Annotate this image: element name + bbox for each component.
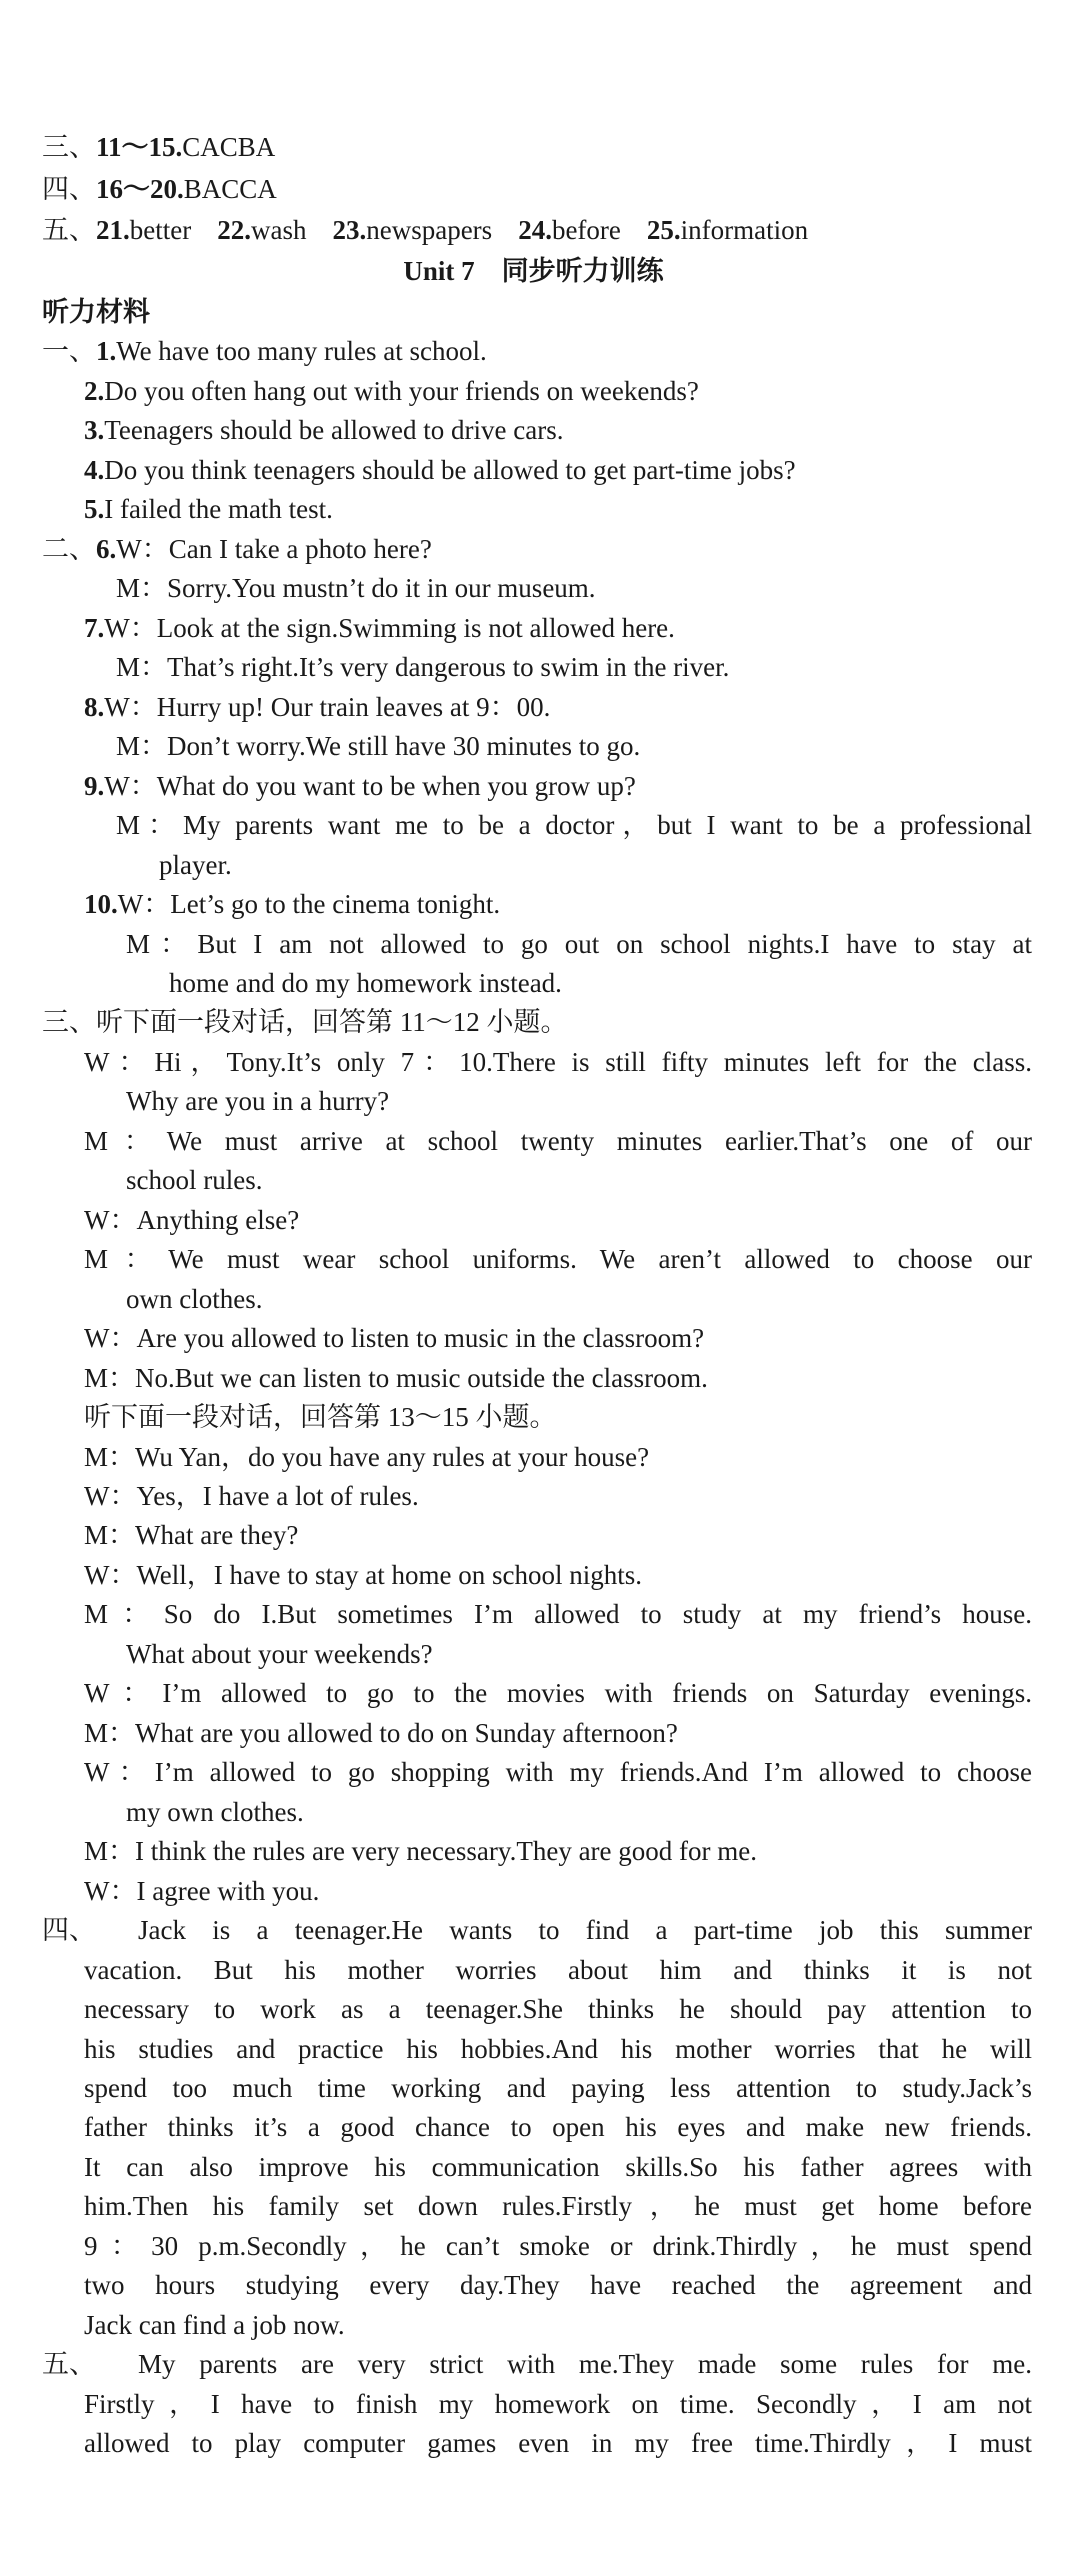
part2-dialog-6-w xyxy=(42,532,432,566)
item-number: 7. xyxy=(84,613,105,643)
dialog-line: W：I’m allowed to go to the movies with friends on Saturday evenings. xyxy=(84,1678,1032,1708)
item-number: 9. xyxy=(84,771,105,801)
answer-word: information xyxy=(680,215,809,245)
item-text: I failed the math test. xyxy=(104,494,333,524)
part1-item-2 xyxy=(84,374,699,408)
instruction-text: 听下面一段对话，回答第 11～12 小题。 xyxy=(96,1007,568,1037)
part2-dialog-10-m-line1: M：But I am not allowed to go out on school nights.I have to stay at xyxy=(126,929,1032,959)
dialog-line: M：What are you allowed to do on Sunday afternoon? xyxy=(84,1718,678,1748)
answer-line-5 xyxy=(42,213,808,247)
item-text: Do you think teenagers should be allowed to get part-time jobs? xyxy=(104,455,796,485)
dialog-line: Why are you in a hurry? xyxy=(126,1086,390,1116)
part1-item-3 xyxy=(84,413,563,447)
part3-intro-1 xyxy=(42,1005,568,1039)
unit-title: Unit 7 同步听力训练 xyxy=(403,256,664,286)
part2-dialog-10-w xyxy=(84,887,500,921)
dialog-line: W：Anything else? xyxy=(84,1205,300,1235)
paragraph-line: It can also improve his communication skills.So his father agrees with xyxy=(84,2152,1032,2182)
part2-dialog-6-m: M：Sorry.You mustn’t do it in our museum. xyxy=(116,573,596,603)
question-number: 23. xyxy=(332,215,367,245)
part2-dialog-9-m-line1: M：My parents want me to be a doctor，but I want to be a professional xyxy=(116,810,1032,840)
dialog-line: W：Are you allowed to listen to music in the classroom? xyxy=(84,1323,705,1353)
item-number: 1. xyxy=(96,336,117,366)
item-text: We have too many rules at school. xyxy=(116,336,487,366)
answer-word: wash xyxy=(250,215,307,245)
dialog-line: W：Well，I have to stay at home on school nights. xyxy=(84,1560,642,1590)
paragraph-line: Firstly，I have to finish my homework on time. Secondly，I am not xyxy=(84,2389,1032,2419)
item-number: 8. xyxy=(84,692,105,722)
paragraph-line: two hours studying every day.They have reached the agreement and xyxy=(84,2270,1032,2300)
material-heading: 听力材料 xyxy=(42,297,150,327)
part2-dialog-9-w xyxy=(84,769,636,803)
dialog-line: M：So do I.But sometimes I’m allowed to study at my friend’s house. xyxy=(84,1599,1032,1629)
dialog-line: W：Hi，Tony.It’s only 7：10.There is still fifty minutes left for the class. xyxy=(84,1047,1032,1077)
part2-dialog-7-m: M：That’s right.It’s very dangerous to swim in the river. xyxy=(116,652,730,682)
dialog-line: M：No.But we can listen to music outside the classroom. xyxy=(84,1363,708,1393)
item-text: W：Can I take a photo here? xyxy=(116,534,432,564)
part1-item-1 xyxy=(42,334,487,368)
answer-word: before xyxy=(551,215,621,245)
question-range: 16～20. xyxy=(96,174,184,204)
part2-dialog-9-m-line2: player. xyxy=(159,850,232,880)
dialog-line: W：I agree with you. xyxy=(84,1876,320,1906)
section-prefix: 三、 xyxy=(42,132,96,162)
answer-word: better xyxy=(129,215,192,245)
paragraph-line: Jack is a teenager.He wants to find a part-time job this summer xyxy=(138,1915,1032,1945)
answer-line-3 xyxy=(42,130,275,164)
paragraph-line: 9：30 p.m.Secondly，he can’t smoke or drink.Thirdly，he must spend xyxy=(84,2231,1032,2261)
paragraph-line: his studies and practice his hobbies.And his mother worries that he will xyxy=(84,2034,1032,2064)
answer-word: newspapers xyxy=(366,215,493,245)
part1-item-4 xyxy=(84,453,796,487)
question-number: 22. xyxy=(217,215,251,245)
dialog-line: W：I’m allowed to go shopping with my friends.And I’m allowed to choose xyxy=(84,1757,1032,1787)
section-prefix: 一、 xyxy=(42,336,96,366)
paragraph-line: allowed to play computer games even in my free time.Thirdly，I must xyxy=(84,2428,1032,2458)
part3-intro-2: 听下面一段对话，回答第 13～15 小题。 xyxy=(84,1402,557,1432)
part2-dialog-7-w xyxy=(84,611,675,645)
dialog-line: M：We must wear school uniforms. We aren’t allowed to choose our xyxy=(84,1244,1032,1274)
section-prefix: 二、 xyxy=(42,534,96,564)
answer-text: CACBA xyxy=(182,132,276,162)
item-number: 4. xyxy=(84,455,105,485)
dialog-line: own clothes. xyxy=(126,1284,263,1314)
question-number: 24. xyxy=(518,215,552,245)
item-number: 10. xyxy=(84,889,118,919)
dialog-line: M：We must arrive at school twenty minutes earlier.That’s one of our xyxy=(84,1126,1032,1156)
part5-prefix: 五、 xyxy=(42,2349,96,2379)
dialog-line: M：What are they? xyxy=(84,1520,299,1550)
question-number: 21. xyxy=(96,215,130,245)
dialog-line: W：Yes，I have a lot of rules. xyxy=(84,1481,419,1511)
question-number: 25. xyxy=(646,215,681,245)
dialog-line: M：Wu Yan，do you have any rules at your house? xyxy=(84,1442,650,1472)
part2-dialog-8-w xyxy=(84,690,550,724)
item-number: 5. xyxy=(84,494,105,524)
item-text: W：Look at the sign.Swimming is not allowed here. xyxy=(104,613,675,643)
dialog-line: What about your weekends? xyxy=(126,1639,433,1669)
item-number: 2. xyxy=(84,376,105,406)
paragraph-line: him.Then his family set down rules.Firstly，he must get home before xyxy=(84,2191,1032,2221)
section-prefix: 四、 xyxy=(42,174,96,204)
dialog-line: my own clothes. xyxy=(126,1797,304,1827)
paragraph-line: necessary to work as a teenager.She thinks he should pay attention to xyxy=(84,1994,1032,2024)
part2-dialog-10-m-line2: home and do my homework instead. xyxy=(169,968,562,998)
item-text: W：Let’s go to the cinema tonight. xyxy=(117,889,501,919)
dialog-line: M：I think the rules are very necessary.They are good for me. xyxy=(84,1836,757,1866)
item-text: Do you often hang out with your friends on weekends? xyxy=(104,376,699,406)
dialog-line: school rules. xyxy=(126,1165,263,1195)
part2-dialog-8-m: M：Don’t worry.We still have 30 minutes to go. xyxy=(116,731,641,761)
section-prefix: 三、 xyxy=(42,1007,96,1037)
paragraph-line: My parents are very strict with me.They made some rules for me. xyxy=(138,2349,1032,2379)
question-range: 11～15. xyxy=(96,132,183,162)
paragraph-line: Jack can find a job now. xyxy=(84,2310,345,2340)
item-number: 3. xyxy=(84,415,105,445)
part1-item-5 xyxy=(84,492,333,526)
paragraph-line: father thinks it’s a good chance to open his eyes and make new friends. xyxy=(84,2112,1032,2142)
section-prefix: 五、 xyxy=(42,215,96,245)
paragraph-line: vacation. But his mother worries about him and thinks it is not xyxy=(84,1955,1032,1985)
item-number: 6. xyxy=(96,534,117,564)
answer-line-4 xyxy=(42,172,277,206)
paragraph-line: spend too much time working and paying less attention to study.Jack’s xyxy=(84,2073,1032,2103)
item-text: Teenagers should be allowed to drive cars. xyxy=(104,415,564,445)
answer-text: BACCA xyxy=(183,174,277,204)
part4-prefix: 四、 xyxy=(42,1915,96,1945)
item-text: W：What do you want to be when you grow up? xyxy=(104,771,636,801)
item-text: W：Hurry up! Our train leaves at 9：00. xyxy=(104,692,551,722)
